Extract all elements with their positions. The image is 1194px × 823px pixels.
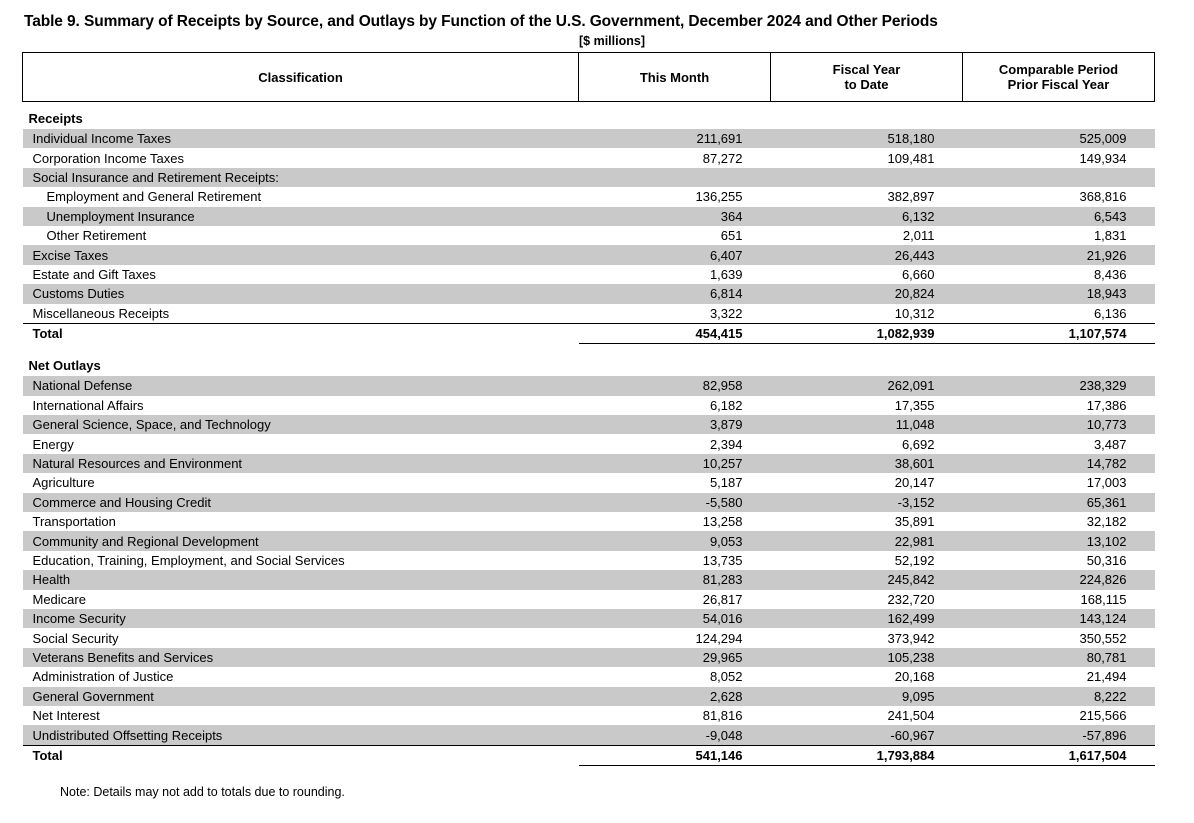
row-this-month: 364	[579, 207, 771, 226]
empty-cell	[963, 102, 1155, 130]
row-fytd: 6,132	[771, 207, 963, 226]
row-this-month: 211,691	[579, 129, 771, 148]
table-row	[23, 493, 1155, 512]
total-prior: 1,107,574	[963, 323, 1155, 343]
empty-cell	[963, 349, 1155, 376]
row-label: General Science, Space, and Technology	[23, 415, 579, 434]
empty-cell	[579, 102, 771, 130]
row-this-month: 29,965	[579, 648, 771, 667]
row-prior: 17,003	[963, 473, 1155, 492]
row-label: Employment and General Retirement	[23, 187, 579, 206]
row-fytd: 11,048	[771, 415, 963, 434]
row-label: Undistributed Offsetting Receipts	[23, 725, 579, 745]
row-this-month: 82,958	[579, 376, 771, 395]
rule-cell	[771, 766, 963, 772]
row-fytd: 518,180	[771, 129, 963, 148]
rule-cell	[963, 766, 1155, 772]
row-label: Medicare	[23, 590, 579, 609]
table-row	[23, 551, 1155, 570]
spacer-cell	[23, 766, 579, 772]
table-row	[23, 207, 1155, 226]
row-fytd: 9,095	[771, 687, 963, 706]
total-prior: 1,617,504	[963, 745, 1155, 765]
table-row	[23, 706, 1155, 725]
row-this-month: 10,257	[579, 454, 771, 473]
row-label: Education, Training, Employment, and Social Services	[23, 551, 579, 570]
row-label: Estate and Gift Taxes	[23, 265, 579, 284]
row-this-month: 13,735	[579, 551, 771, 570]
row-fytd: 22,981	[771, 531, 963, 550]
row-prior: 350,552	[963, 628, 1155, 647]
row-this-month: 26,817	[579, 590, 771, 609]
row-this-month: 136,255	[579, 187, 771, 206]
row-this-month: 9,053	[579, 531, 771, 550]
table-row	[23, 304, 1155, 324]
units-label: [$ millions]	[579, 34, 645, 48]
section-heading-net-outlays: Net Outlays	[23, 349, 579, 376]
table-row	[23, 245, 1155, 264]
total-fytd: 1,793,884	[771, 745, 963, 765]
row-fytd: -3,152	[771, 493, 963, 512]
section-heading-row	[23, 102, 1155, 130]
row-prior: 149,934	[963, 148, 1155, 167]
section-heading-receipts: Receipts	[23, 102, 579, 130]
row-label: Transportation	[23, 512, 579, 531]
row-this-month	[579, 168, 771, 187]
row-label: Corporation Income Taxes	[23, 148, 579, 167]
section-heading-row	[23, 349, 1155, 376]
row-prior: 3,487	[963, 434, 1155, 453]
row-prior: 215,566	[963, 706, 1155, 725]
table-row	[23, 725, 1155, 745]
row-prior: -57,896	[963, 725, 1155, 745]
row-prior	[963, 168, 1155, 187]
table-row	[23, 284, 1155, 303]
row-prior: 8,436	[963, 265, 1155, 284]
row-label: National Defense	[23, 376, 579, 395]
row-label: Income Security	[23, 609, 579, 628]
row-prior: 238,329	[963, 376, 1155, 395]
table-body	[23, 102, 1155, 772]
row-fytd: 10,312	[771, 304, 963, 324]
row-this-month: -5,580	[579, 493, 771, 512]
total-row-receipts	[23, 323, 1155, 343]
row-prior: 8,222	[963, 687, 1155, 706]
table-row	[23, 687, 1155, 706]
row-prior: 21,494	[963, 667, 1155, 686]
row-label: Social Security	[23, 628, 579, 647]
table-row	[23, 168, 1155, 187]
row-this-month: 651	[579, 226, 771, 245]
row-this-month: 81,816	[579, 706, 771, 725]
row-label: Unemployment Insurance	[23, 207, 579, 226]
row-prior: 80,781	[963, 648, 1155, 667]
table-note: Note: Details may not add to totals due to rounding.	[60, 785, 345, 800]
row-fytd: 373,942	[771, 628, 963, 647]
row-fytd: 20,147	[771, 473, 963, 492]
row-this-month: 2,394	[579, 434, 771, 453]
empty-cell	[771, 102, 963, 130]
table-row	[23, 148, 1155, 167]
row-label: Health	[23, 570, 579, 589]
table-header	[23, 53, 1155, 102]
row-fytd: 245,842	[771, 570, 963, 589]
row-label: Miscellaneous Receipts	[23, 304, 579, 324]
row-label: Administration of Justice	[23, 667, 579, 686]
row-label: Veterans Benefits and Services	[23, 648, 579, 667]
column-header-this-month: This Month	[579, 53, 771, 102]
row-prior: 32,182	[963, 512, 1155, 531]
table-row	[23, 415, 1155, 434]
table-row	[23, 648, 1155, 667]
row-fytd: 262,091	[771, 376, 963, 395]
row-this-month: 6,814	[579, 284, 771, 303]
row-fytd: 2,011	[771, 226, 963, 245]
row-label: Natural Resources and Environment	[23, 454, 579, 473]
row-prior: 18,943	[963, 284, 1155, 303]
row-label: Other Retirement	[23, 226, 579, 245]
row-this-month: 6,182	[579, 396, 771, 415]
table-row	[23, 265, 1155, 284]
row-this-month: 3,879	[579, 415, 771, 434]
row-this-month: 124,294	[579, 628, 771, 647]
row-prior: 50,316	[963, 551, 1155, 570]
row-fytd: 6,660	[771, 265, 963, 284]
row-fytd: 20,824	[771, 284, 963, 303]
row-prior: 13,102	[963, 531, 1155, 550]
row-this-month: 1,639	[579, 265, 771, 284]
row-prior: 14,782	[963, 454, 1155, 473]
table-row	[23, 512, 1155, 531]
row-prior: 65,361	[963, 493, 1155, 512]
row-prior: 21,926	[963, 245, 1155, 264]
fytd-line-2: to Date	[844, 77, 889, 92]
prior-line-1: Comparable Period	[998, 62, 1119, 77]
row-label: Social Insurance and Retirement Receipts:	[23, 168, 579, 187]
row-fytd: 26,443	[771, 245, 963, 264]
table-row	[23, 129, 1155, 148]
row-fytd: 105,238	[771, 648, 963, 667]
row-fytd: 241,504	[771, 706, 963, 725]
row-this-month: 54,016	[579, 609, 771, 628]
row-this-month: 3,322	[579, 304, 771, 324]
table-row	[23, 454, 1155, 473]
row-label: Commerce and Housing Credit	[23, 493, 579, 512]
row-prior: 6,543	[963, 207, 1155, 226]
row-prior: 10,773	[963, 415, 1155, 434]
header-row	[23, 53, 1155, 102]
row-fytd: 38,601	[771, 454, 963, 473]
row-this-month: 13,258	[579, 512, 771, 531]
row-label: General Government	[23, 687, 579, 706]
row-this-month: -9,048	[579, 725, 771, 745]
column-header-comparable-prior-fiscal-year	[963, 53, 1155, 102]
fytd-line-1: Fiscal Year	[832, 62, 901, 77]
prior-line-2: Prior Fiscal Year	[1007, 77, 1110, 92]
table-row	[23, 628, 1155, 647]
row-fytd: 232,720	[771, 590, 963, 609]
row-prior: 6,136	[963, 304, 1155, 324]
row-prior: 224,826	[963, 570, 1155, 589]
table-row	[23, 187, 1155, 206]
row-prior: 525,009	[963, 129, 1155, 148]
empty-cell	[579, 349, 771, 376]
table-row	[23, 396, 1155, 415]
row-prior: 368,816	[963, 187, 1155, 206]
row-label: Net Interest	[23, 706, 579, 725]
row-fytd: 35,891	[771, 512, 963, 531]
table-row	[23, 376, 1155, 395]
empty-cell	[771, 349, 963, 376]
row-fytd: 109,481	[771, 148, 963, 167]
table-row	[23, 609, 1155, 628]
row-this-month: 87,272	[579, 148, 771, 167]
row-fytd: 382,897	[771, 187, 963, 206]
row-prior: 1,831	[963, 226, 1155, 245]
column-header-fiscal-year-to-date	[771, 53, 963, 102]
table-row	[23, 226, 1155, 245]
row-this-month: 6,407	[579, 245, 771, 264]
table-row	[23, 590, 1155, 609]
total-row-net-outlays	[23, 745, 1155, 765]
row-prior: 143,124	[963, 609, 1155, 628]
row-fytd	[771, 168, 963, 187]
total-underline-net-outlays	[23, 766, 1155, 772]
receipts-outlays-table	[22, 52, 1155, 771]
row-prior: 168,115	[963, 590, 1155, 609]
row-this-month: 8,052	[579, 667, 771, 686]
rule-cell	[579, 766, 771, 772]
total-fytd: 1,082,939	[771, 323, 963, 343]
row-this-month: 5,187	[579, 473, 771, 492]
total-label: Total	[23, 323, 579, 343]
total-this-month: 541,146	[579, 745, 771, 765]
row-label: Individual Income Taxes	[23, 129, 579, 148]
row-fytd: 17,355	[771, 396, 963, 415]
row-label: Agriculture	[23, 473, 579, 492]
row-fytd: -60,967	[771, 725, 963, 745]
table-row	[23, 434, 1155, 453]
page-title: Table 9. Summary of Receipts by Source, and Outlays by Function of the U.S. Government, December 2024 and Other Periods	[24, 13, 938, 30]
row-fytd: 20,168	[771, 667, 963, 686]
table-row	[23, 570, 1155, 589]
row-fytd: 6,692	[771, 434, 963, 453]
row-label: Community and Regional Development	[23, 531, 579, 550]
row-label: Customs Duties	[23, 284, 579, 303]
table-row	[23, 531, 1155, 550]
total-this-month: 454,415	[579, 323, 771, 343]
row-this-month: 81,283	[579, 570, 771, 589]
row-fytd: 162,499	[771, 609, 963, 628]
row-label: Energy	[23, 434, 579, 453]
row-label: Excise Taxes	[23, 245, 579, 264]
total-label: Total	[23, 745, 579, 765]
row-fytd: 52,192	[771, 551, 963, 570]
row-prior: 17,386	[963, 396, 1155, 415]
row-this-month: 2,628	[579, 687, 771, 706]
table-row	[23, 667, 1155, 686]
row-label: International Affairs	[23, 396, 579, 415]
column-header-classification: Classification	[23, 53, 579, 102]
table-row	[23, 473, 1155, 492]
